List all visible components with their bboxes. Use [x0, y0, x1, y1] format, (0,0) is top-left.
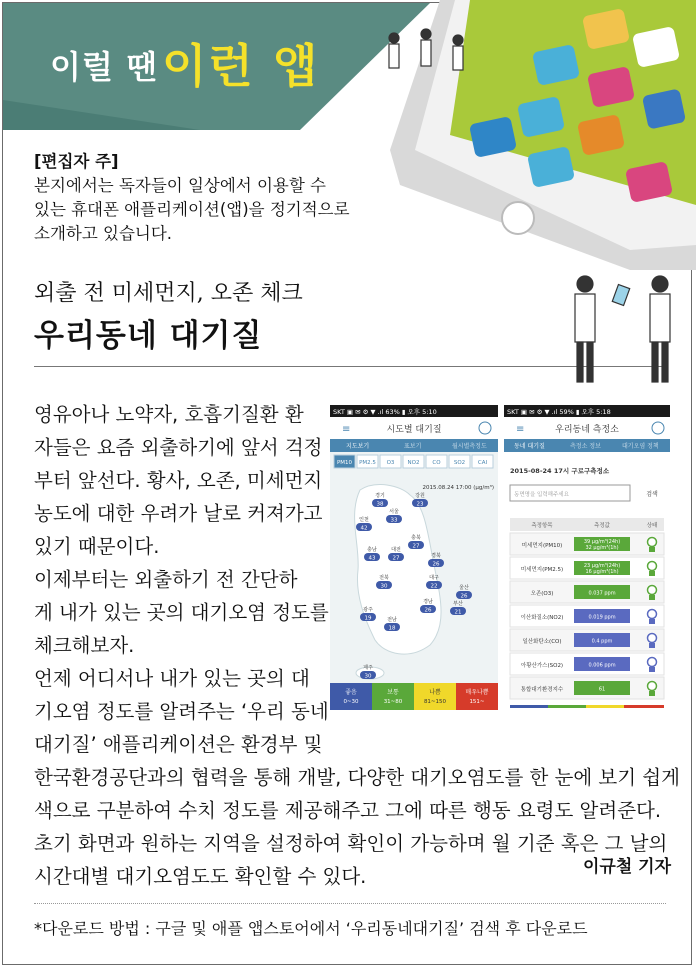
people-illustration-right	[555, 270, 695, 385]
status-face-body	[649, 619, 655, 624]
row-value: 0.4 ppm	[591, 638, 613, 645]
body-line: 영유아나 노약자, 호흡기질환 환	[34, 403, 304, 426]
region-value: 42	[360, 525, 368, 532]
region-value: 18	[388, 625, 396, 632]
row-item: 일산화탄소(CO)	[522, 639, 562, 645]
legend-swatch	[414, 683, 456, 710]
status-face-icon	[648, 634, 657, 643]
row-item: 이산화질소(NO2)	[520, 615, 564, 621]
row-item: 오존(O3)	[530, 591, 554, 597]
body-line: 색으로 구분하여 수치 정도를 제공해주고 그에 따른 행동 요령도 알려준다.	[34, 799, 662, 822]
pollutant-tab-label: O3	[386, 460, 395, 466]
svg-text:≡: ≡	[342, 424, 351, 435]
row-value: 23 μg/m³(24h)	[583, 563, 621, 569]
body-line: 농도에 대한 우려가 날로 커져가고	[34, 502, 323, 525]
left-header: 시도별 대기질	[386, 425, 442, 435]
status-face-icon	[648, 682, 657, 691]
left-timestamp: 2015.08.24 17:00 (μg/m³)	[422, 485, 494, 491]
body-line: 기오염 정도를 알려주는 ‘우리 동네	[34, 700, 329, 723]
region-value: 38	[376, 501, 384, 508]
body-line: 자들은 요즘 외출하기에 앞서 걱정	[34, 436, 323, 459]
status-face-body	[649, 595, 655, 600]
region-name: 경기	[375, 493, 385, 499]
right-station: 2015-08-24 17시 구로구측정소	[510, 467, 610, 475]
region-name: 전남	[387, 617, 397, 623]
region-name: 대전	[391, 547, 401, 553]
region-value: 19	[364, 615, 372, 622]
pollutant-tab-label: PM10	[336, 460, 353, 466]
legend-range: 151~	[469, 699, 485, 705]
svg-text:≡: ≡	[516, 424, 525, 435]
legend-swatch	[330, 683, 372, 710]
editor-note-line: 본지에서는 독자들이 일상에서 이용할 수	[34, 176, 326, 195]
pollutant-tab-label: CAI	[477, 460, 488, 466]
right-th: 측정값	[594, 523, 610, 529]
right-th: 측정항목	[531, 523, 553, 529]
status-face-body	[649, 691, 655, 696]
status-face-body	[649, 667, 655, 672]
region-value: 43	[368, 555, 376, 562]
footer-divider	[34, 903, 666, 904]
right-search-button: 검색	[646, 491, 658, 498]
right-th: 상태	[646, 523, 658, 529]
right-search-placeholder: 동면명을 입력해주세요	[514, 492, 569, 498]
download-note: *다운로드 방법 : 구글 및 애플 앱스토어에서 ‘우리동네대기질’ 검색 후 다운로드	[34, 919, 588, 938]
status-face-icon	[648, 562, 657, 571]
row-value: 0.006 ppm	[588, 662, 616, 669]
body-line: 체크해보자.	[34, 634, 135, 657]
right-tab: 대기오염 정책	[622, 443, 659, 450]
left-tab: 지도보기	[346, 443, 370, 450]
region-name: 울산	[459, 585, 469, 591]
row-item: 통합대기환경지수	[520, 687, 564, 693]
region-value: 27	[412, 543, 420, 550]
region-value: 30	[380, 583, 388, 590]
right-tab: 측정소 정보	[570, 443, 601, 450]
row-value: 0.019 ppm	[588, 614, 616, 621]
left-tab: 표보기	[404, 443, 422, 450]
region-value: 21	[454, 609, 462, 616]
banner-title-part2: 이런 앱	[162, 39, 320, 93]
region-name: 강원	[415, 493, 425, 499]
region-name: 제주	[363, 665, 373, 671]
legend-label: 좋음	[345, 689, 357, 696]
app-screenshots	[330, 405, 670, 710]
body-line: 게 내가 있는 곳의 대기오염 정도를	[34, 601, 329, 624]
body-line: 대기질’ 애플리케이션은 환경부 및	[34, 733, 323, 756]
row-item: 미세먼지(PM10)	[521, 543, 563, 549]
legend-range: 31~80	[383, 699, 403, 705]
body-line: 있기 때문이다.	[34, 535, 160, 558]
status-face-body	[649, 643, 655, 648]
region-name: 경남	[423, 599, 433, 605]
editor-note-label: [편집자 주]	[34, 152, 119, 171]
legend-swatch	[372, 683, 414, 710]
right-header: 우리동네 측정소	[555, 425, 619, 435]
editor-note-line: 소개하고 있습니다.	[34, 224, 173, 243]
row-value: 0.037 ppm	[588, 590, 616, 597]
legend-label: 매우나쁨	[465, 689, 489, 696]
region-value: 26	[460, 593, 468, 600]
body-line: 언제 어디서나 내가 있는 곳의 대	[34, 667, 310, 690]
people-illustration-top	[380, 20, 480, 90]
status-face-icon	[648, 658, 657, 667]
status-face-icon	[648, 610, 657, 619]
byline: 이규철 기자	[583, 857, 672, 877]
editor-note	[34, 150, 374, 246]
right-status: SKT ▣ ✉ ⚙ ▼ .ıl 59% ▮ 오후 5:18	[507, 408, 611, 416]
left-screen	[330, 405, 498, 710]
body-line: 초기 화면과 원하는 지역을 설정하여 확인이 가능하며 월 기준 혹은 그 날의	[34, 832, 668, 855]
row-value: 39 μg/m³(24h)	[583, 539, 621, 545]
region-value: 22	[430, 583, 438, 590]
legend-label: 나쁨	[429, 689, 441, 696]
region-name: 서울	[389, 509, 399, 515]
body-line: 시간대별 대기오염도도 확인할 수 있다.	[34, 865, 367, 888]
region-value: 23	[416, 501, 424, 508]
body-line: 이제부터는 외출하기 전 간단하	[34, 568, 298, 591]
region-name: 전북	[379, 575, 389, 581]
region-value: 27	[392, 555, 400, 562]
region-value: 33	[390, 517, 398, 524]
left-status: SKT ▣ ✉ ⚙ ▼ .ıl 63% ▮ 오후 5:10	[333, 408, 437, 416]
pollutant-tab-label: SO2	[453, 460, 466, 466]
legend-range: 81~150	[423, 699, 447, 705]
row-value: 61	[598, 686, 606, 693]
body-line: 한국환경공단과의 협력을 통해 개발, 다양한 대기오염도를 한 눈에 보기 쉽게	[34, 766, 680, 789]
pollutant-tab-label: CO	[432, 460, 441, 466]
pollutant-tab-label: NO2	[407, 460, 420, 466]
legend-label: 보통	[387, 689, 399, 696]
editor-note-line: 있는 휴대폰 애플리케이션(앱)을 정기적으로	[34, 200, 350, 219]
row-value: 16 μg/m³(1h)	[585, 569, 619, 575]
pollutant-tab-label: PM2.5	[359, 460, 376, 466]
banner-title-part1: 이럴 땐	[50, 48, 158, 86]
region-name: 경북	[431, 553, 441, 559]
region-value: 30	[364, 673, 372, 680]
right-screen	[504, 405, 670, 710]
region-name: 광주	[363, 607, 373, 613]
left-tab: 월시별측정도	[452, 443, 487, 450]
status-face-body	[649, 571, 655, 576]
status-face-icon	[648, 586, 657, 595]
row-item: 아황산가스(SO2)	[520, 663, 564, 669]
article-subtitle: 외출 전 미세먼지, 오존 체크	[34, 281, 303, 306]
status-face-icon	[648, 538, 657, 547]
row-item: 미세먼지(PM2.5)	[520, 567, 564, 573]
region-name: 인천	[359, 517, 369, 523]
region-name: 충북	[411, 535, 421, 541]
row-value: 32 μg/m³(1h)	[585, 545, 619, 551]
region-name: 충남	[367, 547, 377, 553]
region-value: 26	[424, 607, 432, 614]
article-title: 우리동네 대기질	[34, 318, 263, 354]
body-line: 부터 앞선다. 황사, 오존, 미세먼지	[34, 469, 323, 492]
region-name: 대구	[429, 575, 439, 581]
right-tab: 동네 대기질	[514, 443, 545, 450]
legend-range: 0~30	[343, 699, 359, 705]
region-name: 부산	[453, 601, 463, 607]
status-face-body	[649, 547, 655, 552]
legend-swatch	[456, 683, 498, 710]
region-value: 26	[432, 561, 440, 568]
